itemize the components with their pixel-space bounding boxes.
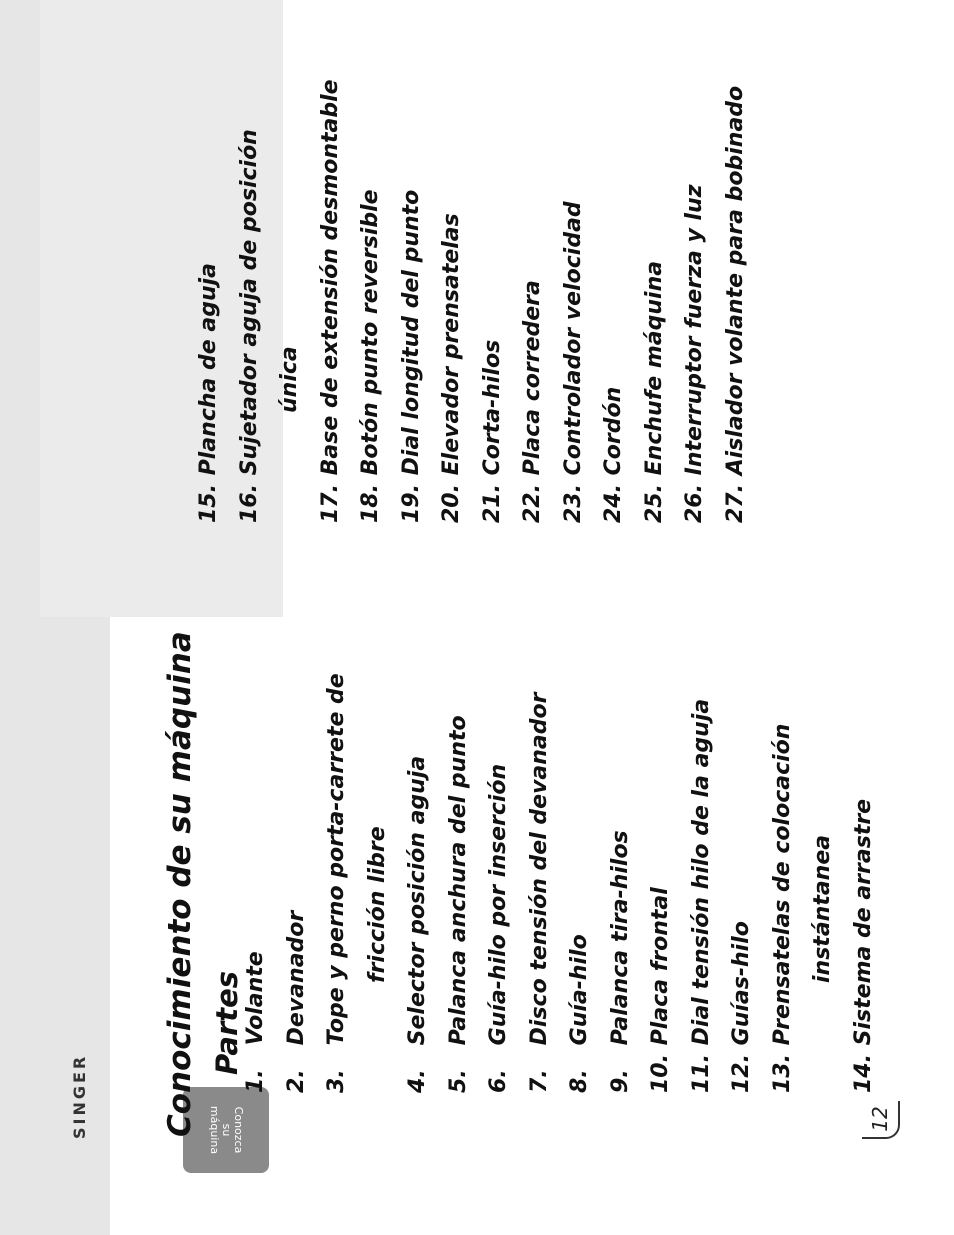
item-text: Dial longitud del punto bbox=[398, 189, 424, 483]
list-item bbox=[405, 756, 430, 1093]
item-number: 9. bbox=[607, 1069, 633, 1093]
list-item bbox=[642, 261, 667, 523]
item-text: Aislador volante para bobinado bbox=[722, 85, 748, 483]
list-item bbox=[358, 189, 383, 523]
item-number: 1. bbox=[243, 1069, 268, 1093]
item-number: 13. bbox=[769, 1054, 795, 1093]
list-item bbox=[601, 387, 626, 523]
list-item bbox=[486, 764, 511, 1093]
item-continuation: fricción libre bbox=[364, 826, 390, 983]
page-title: Conocimiento de su máquina bbox=[162, 631, 198, 1137]
item-text: Palanca anchura del punto bbox=[445, 715, 471, 1053]
item-number: 2. bbox=[283, 1069, 309, 1093]
item-text: Controlador velocidad bbox=[560, 201, 586, 483]
item-number: 12. bbox=[729, 1054, 754, 1093]
list-item bbox=[561, 201, 586, 523]
item-number: 25. bbox=[641, 484, 667, 523]
item-number: 15. bbox=[196, 484, 221, 523]
list-item bbox=[851, 799, 876, 1093]
item-number: 23. bbox=[560, 484, 586, 523]
item-text: Botón punto reversible bbox=[358, 189, 383, 483]
item-number: 3. bbox=[324, 1069, 349, 1093]
list-item bbox=[196, 263, 221, 523]
list-item bbox=[527, 693, 552, 1094]
item-text: Disco tensión del devanador bbox=[526, 692, 552, 1053]
brand-logo: SINGER bbox=[70, 1053, 89, 1139]
item-number: 18. bbox=[358, 484, 383, 523]
item-continuation: única bbox=[277, 346, 302, 413]
item-text: Selector posición aguja bbox=[405, 755, 430, 1053]
item-number: 11. bbox=[688, 1054, 714, 1093]
item-number: 21. bbox=[479, 484, 505, 523]
item-text: Plancha de aguja bbox=[196, 262, 221, 483]
page-number: 12 bbox=[862, 1101, 900, 1139]
item-number: 5. bbox=[445, 1069, 471, 1093]
item-number: 4. bbox=[405, 1069, 430, 1093]
item-number: 10. bbox=[648, 1054, 673, 1093]
item-text: Tope y perno porta-carrete de bbox=[324, 673, 349, 1053]
item-number: 22. bbox=[520, 484, 545, 523]
item-text: Guías-hilo bbox=[729, 921, 754, 1053]
list-item bbox=[446, 715, 471, 1093]
list-item bbox=[237, 129, 262, 523]
item-text: Volante bbox=[243, 951, 268, 1053]
item-text: Dial tensión hilo de la aguja bbox=[688, 698, 714, 1053]
list-item bbox=[723, 86, 748, 523]
item-text: Cordón bbox=[601, 386, 626, 483]
list-item bbox=[682, 184, 707, 523]
item-text: Placa frontal bbox=[648, 887, 673, 1053]
item-text: Guía-hilo bbox=[567, 934, 592, 1053]
list-item bbox=[399, 190, 424, 523]
item-text: Palanca tira-hilos bbox=[607, 830, 633, 1053]
section-tab-text: Conozca su máquina bbox=[208, 1105, 245, 1155]
item-number: 19. bbox=[398, 484, 424, 523]
item-number: 6. bbox=[486, 1069, 511, 1093]
list-item bbox=[324, 673, 349, 1093]
item-text: Elevador prensatelas bbox=[439, 213, 464, 483]
item-text: Devanador bbox=[283, 910, 309, 1053]
list-item bbox=[520, 280, 545, 523]
item-number: 17. bbox=[317, 484, 343, 523]
list-item bbox=[648, 887, 673, 1093]
section-subtitle: Partes bbox=[210, 970, 244, 1075]
item-text: Guía-hilo por inserción bbox=[486, 763, 511, 1053]
item-number: 20. bbox=[439, 484, 464, 523]
item-text: Prensatelas de colocación bbox=[769, 723, 795, 1053]
list-item bbox=[318, 79, 343, 523]
list-item bbox=[729, 921, 754, 1093]
item-continuation: instántanea bbox=[810, 834, 835, 983]
item-text: Enchufe máquina bbox=[641, 260, 667, 483]
item-number: 14. bbox=[850, 1054, 876, 1093]
item-number: 16. bbox=[236, 484, 262, 523]
list-item bbox=[567, 934, 592, 1093]
item-text: Corta-hilos bbox=[479, 339, 505, 483]
list-item bbox=[689, 699, 714, 1093]
item-number: 8. bbox=[567, 1069, 592, 1093]
item-number: 24. bbox=[601, 484, 626, 523]
item-text: Sistema de arrastre bbox=[850, 798, 876, 1053]
item-text: Interruptor fuerza y luz bbox=[682, 184, 707, 483]
item-number: 26. bbox=[682, 484, 707, 523]
list-item bbox=[608, 830, 633, 1093]
item-text: Placa corredera bbox=[520, 280, 545, 483]
item-number: 7. bbox=[526, 1069, 552, 1093]
list-item bbox=[284, 911, 309, 1093]
list-item bbox=[243, 951, 268, 1093]
list-item bbox=[770, 724, 795, 1093]
item-text: Base de extensión desmontable bbox=[317, 79, 343, 483]
item-text: Sujetador aguja de posición bbox=[236, 129, 262, 483]
list-item bbox=[480, 340, 505, 523]
list-item bbox=[439, 213, 464, 523]
item-number: 27. bbox=[722, 484, 748, 523]
